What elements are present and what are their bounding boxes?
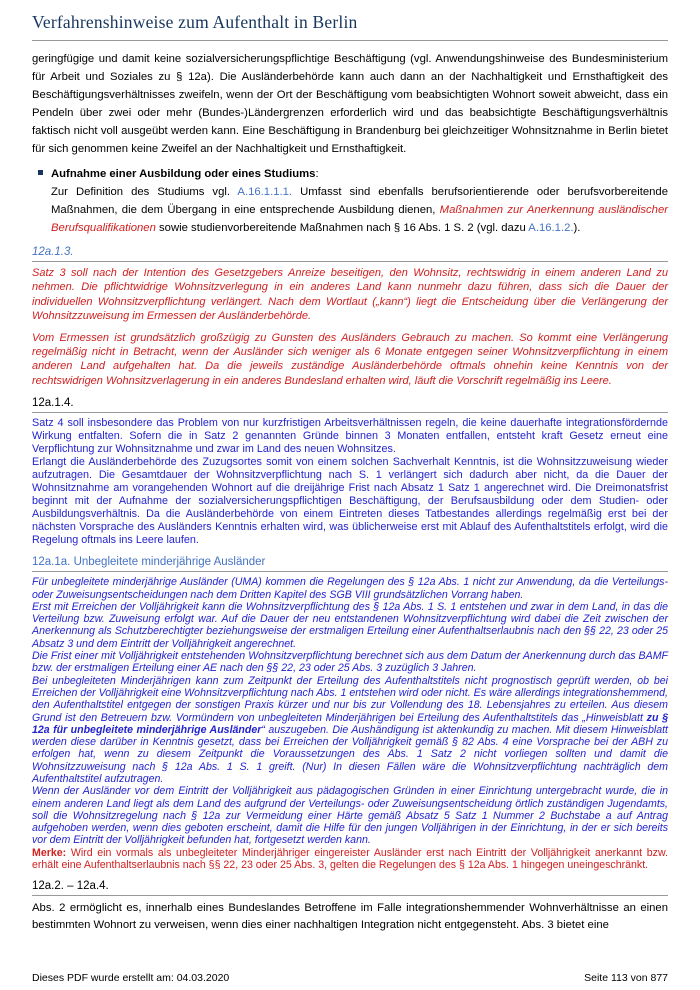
paragraph-12a1a-3: Die Frist einer mit Volljährigkeit entstehenden Wohnsitzverpflichtung berechnet sich aus dem Datum der Anerkennung durch das BAMF bzw. der erstmaligen Erteilung einer AE nach den §§ 22, 23 oder 25 Abs. 3 zuzüglich 3 Jahren. [32, 650, 668, 675]
paragraph-12a13-1: Satz 3 soll nach der Intention des Gesetzgebers Anreize beseitigen, den Wohnsitz, rechtswidrig in einem anderen Land zu nehmen. Die pflichtwidrige Wohnsitzverlegung in ein anderes Land kann nunmehr dazu führen, dass sich die Dauer der individuellen Wohnsitzverpflichtung verlängert. Nach dem Wortlaut („kann“) liegt die Entscheidung über die Verlängerung der Wohnsitzzuweisung im Ermessen der Ausländerbehörde. [32, 267, 668, 323]
bullet-text-seg3: sowie studienvorbereitende Maßnahmen nach § 16 Abs. 1 S. 2 (vgl. dazu [155, 222, 529, 234]
section-divider-12a13 [32, 261, 668, 262]
bullet-colon: : [315, 168, 319, 180]
paragraph-12a1a-1: Für unbegleitete minderjährige Ausländer (UMA) kommen die Regelungen des § 12a Abs. 1 nicht zur Anwendung, da die Verteilungs- oder Zuweisungsentscheidungen nach dem Dritten Kapitel des SGB VIII grundsätzlichen Vorrang haben. [32, 576, 668, 601]
merke-paragraph [32, 847, 668, 872]
paragraph-12a14-2: Erlangt die Ausländerbehörde des Zuzugsortes somit von einem solchen Sachverhalt Kenntnis, ist die Wohnsitzzuweisung wieder aufzutragen. Die Gesamtdauer der Wohnsitzverpflichtung nach S. 1 verlängert sich dadurch aber nicht, da die Dauer der Wohnsitznahme am vorangehenden Wohnort auf die dreijährige Frist nach Absatz 1 Satz 1 angerechnet wird. Die Dreimonatsfrist beginnt mit der Aufnahme der sozialversicherungspflichtigen Beschäftigung, der Berufsausbildung oder dem Studien- oder Ausbildungsverhältnis. Da die Ausländerbehörde von einem Eintreten dieses Tatbestandes allerdings regelmäßig erst bei der nächsten Vorsprache des Ausländers Kenntnis erhalten wird, was üblicherweise erst mit Ablauf des Aufenthaltstitels erfolgt, wird die Regelung oftmals ins Leere laufen. [32, 456, 668, 547]
bullet-item [32, 165, 668, 183]
bullet-label: Aufnahme einer Ausbildung oder eines Studiums [51, 168, 316, 180]
paragraph-12a1a-2: Erst mit Erreichen der Volljährigkeit kann die Wohnsitzverpflichtung des § 12a Abs. 1 S. 1 entstehen und zwar in dem Land, in das die Verteilung bzw. Zuweisung erfolgt war. Auf die Dauer der neu entstandenen Wohnsitzverpflichtung wird dabei die Zeit zwischen der Anerkennung als Schutzberechtigter beziehungsweise der erstmaligen Erteilung einer Aufenthaltserlaubnis nach den §§ 22, 23 oder 25 Absatz 3 und dem Eintritt der Volljährigkeit angerechnet. [32, 600, 668, 650]
bullet-text-seg4: ). [573, 222, 581, 234]
paragraph-12a13-2: Vom Ermessen ist grundsätzlich großzügig zu Gunsten des Ausländers Gebrauch zu machen. So kommt eine Verlängerung regelmäßig nicht in Betracht, wenn der Ausländer sich weniger als 6 Monate entgegen seiner Wohnsitzverpflichtung in einem anderen Land aufgehalten hat. Da die jeweils zuständige Ausländerbehörde oftmals ohnehin keine Kenntnis von der rechtswidrigen Wohnsitzverlagerung in ein anderes Bundesland erhalten wird, läuft die Vorschrift regelmäßig ins Leere. [32, 331, 668, 387]
berufsqualifikationen-link[interactable]: Maßnahmen zur Anerkennung ausländischer Berufsqualifikationen [51, 204, 668, 234]
merke-label: Merke: [32, 846, 67, 859]
paragraph-12a2-1: Abs. 2 ermöglicht es, innerhalb eines Bundeslandes Betroffene im Falle integrationshemmender Wohnverhältnisse an einen bestimmten Wohnort zu verweisen, wenn dies einer nachhaltigen Integration nicht entgegensteht. Abs. 3 bietet eine [32, 902, 668, 932]
ref-link-a16111[interactable]: A.16.1.1.1. [237, 186, 293, 198]
section-divider-12a2 [32, 895, 668, 896]
section-heading-12a1a: 12a.1a. Unbegleitete minderjährige Ausländer [32, 556, 266, 569]
bullet-text-seg1: Zur Definition des Studiums vgl. [51, 186, 238, 198]
paragraph-12a1a-4-seg1: Bei unbegleiteten Minderjährigen kann zum Zeitpunkt der Erteilung des Aufenthaltstitels nicht prognostisch geprüft werden, ob bei Erreichen der Volljährigkeit eine Wohnsitzverpflichtung nach Abs. 1 entstehen wird oder nicht. Es wäre allerdings integrationshemmend, den Aufenthaltstitel entgegen der sonstigen Praxis kürzer und nur bis zur Vollendung des 18. Lebensjahres zu erteilen. Aus diesem Grund ist den Betreuern bzw. Vormündern von unbegleiteten Minderjährigen bei Erteilung des Aufenthaltstitels das „Hinweisblatt [32, 674, 668, 724]
title-divider [32, 40, 668, 41]
hinweisblatt-bold-text: zu § 12a für unbegleitete minderjährige Ausländer [32, 711, 668, 736]
section-divider-12a1a [32, 571, 668, 572]
footer-page-number: Seite 113 von 877 [584, 972, 668, 984]
page-title: Verfahrenshinweise zum Aufenthalt in Berlin [32, 12, 358, 32]
section-divider-12a14 [32, 412, 668, 413]
paragraph-12a1a-4-seg2: “ auszugeben. Die Aushändigung ist aktenkundig zu machen. Mit diesem Hinweisblatt werden diese darüber in Kenntnis gesetzt, dass bei Erreichen der Volljährigkeit gemäß § 82 Abs. 4 eine Vorsprache bei der ABH zu erfolgen hat, wenn zu diesem Zeitpunkt die Voraussetzungen des Abs. 1 Satz 2 nicht vorliegen sollten und damit die Wohnsitzzuweisung nach § 12a Abs. 1 S. 1 greift. (Nur) In diesen Fällen wäre die Wohnsitzverpflichtung nachträglich dem Aufenthaltstitel aufzutragen. [32, 723, 668, 785]
footer-created-date: Dieses PDF wurde erstellt am: 04.03.2020 [32, 972, 230, 984]
section-heading-12a2: 12a.2. – 12a.4. [32, 880, 109, 893]
ref-link-a1612[interactable]: A.16.1.2. [528, 222, 574, 234]
page-footer [32, 969, 668, 984]
section-heading-12a13: 12a.1.3. [32, 246, 74, 258]
intro-paragraph: geringfügige und damit keine sozialversicherungspflichtige Beschäftigung (vgl. Anwendungshinweise des Bundesministerium für Arbeit und Soziales zu § 12a). Die Ausländerbehörde kann auch dann an der Nachhaltigkeit und Ernsthaftigkeit des Beschäftigungsverhältnisses zweifeln, wenn der Ort der Beschäftigung vom beabsichtigten Wohnort soweit abweicht, dass ein Pendeln über zwei oder mehr (Bundes-)Ländergrenzen erforderlich wird und das beabsichtigte Beschäftigungsverhältnis faktisch nicht voll ausgeübt werden kann. Eine Beschäftigung in Brandenburg bei gleichzeitiger Wohnsitznahme in Berlin bietet für sich genommen keine Zweifel an der Nachhaltigkeit und Ernsthaftigkeit. [32, 53, 668, 155]
bullet-text-seg2: Umfasst sind ebenfalls berufsorientierende oder berufsvorbereitende Maßnahmen, die dem Übergang in eine entsprechende Ausbildung dienen, [51, 186, 668, 216]
section-heading-12a14: 12a.1.4. [32, 397, 74, 410]
bullet-paragraph [32, 183, 668, 237]
paragraph-12a1a-5: Wenn der Ausländer vor dem Eintritt der Volljährigkeit aus pädagogischen Gründen in einer Einrichtung untergebracht wurde, die in einem anderen Land liegt als dem Land des aufgrund der Verteilungs- oder Zuweisungsentscheidung örtlich zuständigen Jugendamts, soll die Wohnsitzregelung nach § 12a zur Vermeidung einer Härte gemäß Absatz 5 Satz 1 Nummer 2 Buchstabe a auf Antrag aufgehoben werden, wenn dies geboten erscheint, damit die Hilfe für den jungen Volljährigen in der Einrichtung, in der er sich bereits vor dem Eintritt der Volljährigkeit befunden hat, fortgesetzt werden kann. [32, 785, 668, 847]
paragraph-12a14-1: Satz 4 soll insbesondere das Problem von nur kurzfristigen Arbeitsverhältnissen regeln, die keine dauerhafte integrationsfördernde Wirkung entfalten. Sofern die in Satz 2 genannten Gründe binnen 3 Monaten entfallen, entsteht kraft Gesetz erneut eine Verpflichtung zur Wohnsitznahme und zwar im Land des neuen Wohnsitzes. [32, 417, 668, 456]
paragraph-12a1a-4 [32, 675, 668, 786]
merke-text: Wird ein vormals als unbegleiteter Minderjähriger eingereister Ausländer erst nach Eintritt der Volljährigkeit anerkannt bzw. erhält eine Aufenthaltserlaubnis nach §§ 22, 23 oder 25 Abs. 3, gelten die Regelungen des § 12a Abs. 1 hingegen uneingeschränkt. [32, 846, 668, 872]
bullet-square-icon [38, 170, 43, 175]
